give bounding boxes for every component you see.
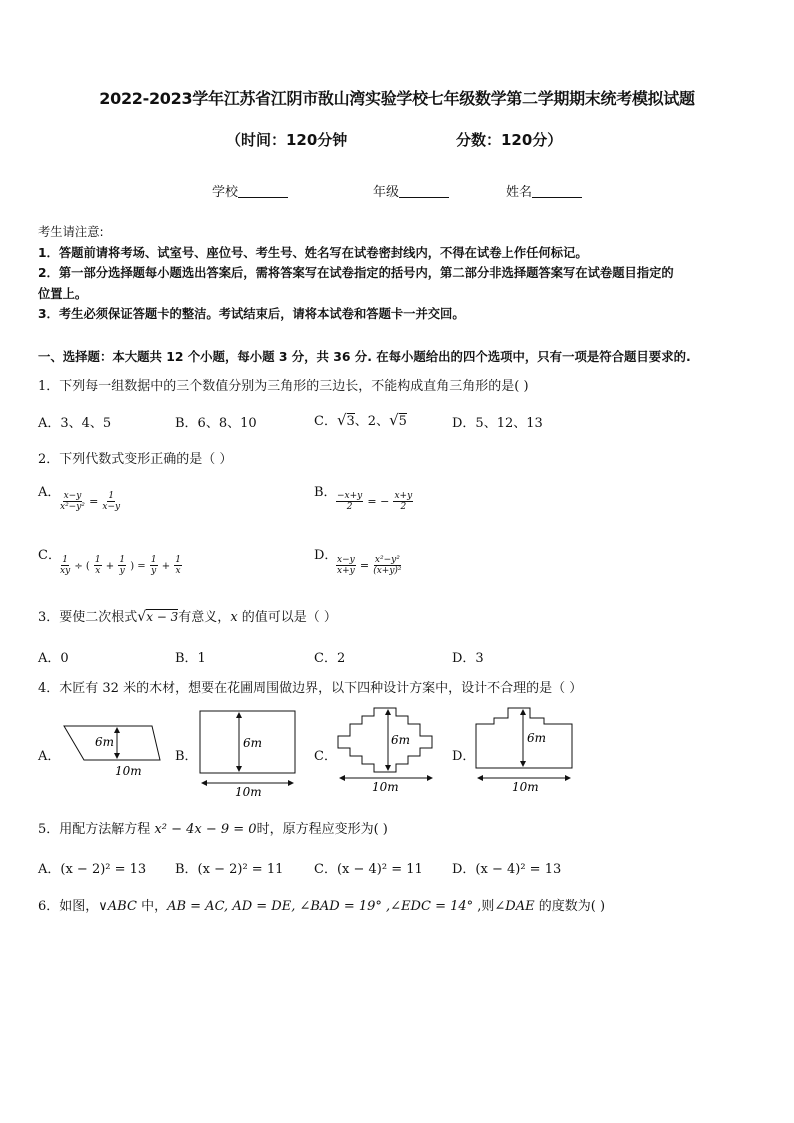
q2-d-den1: x+y — [337, 566, 355, 576]
q2-d-num1: x−y — [337, 555, 355, 565]
question-1-stem: 1．下列每一组数据中的三个数值分别为三角形的三边长，不能构成直角三角形的是( ) — [38, 379, 529, 394]
q2-option-b-label: B． — [314, 485, 337, 500]
q5-option-a: A．(x − 2)² = 13 — [38, 862, 147, 877]
q6-target: ∠DAE — [494, 899, 535, 914]
q2-option-a — [60, 491, 120, 512]
q3-option-c: C．2 — [314, 651, 346, 666]
q2-d-den2: (x+y)² — [373, 566, 402, 576]
q3-option-a: A．0 — [38, 651, 69, 666]
q4-figure-b — [197, 705, 301, 800]
q2-b-den2: 2 — [400, 502, 407, 512]
q2-a-den1: x²−y² — [60, 502, 85, 512]
q3-option-b: B．1 — [175, 651, 206, 666]
height-label: 6m — [391, 733, 411, 747]
q3-stem-pre: 3．要使二次根式 — [38, 610, 138, 625]
arrow-head-right — [288, 780, 294, 786]
question-3-stem: 3．要使二次根式√x − 3有意义，x 的值可以是（ ） — [38, 609, 337, 625]
arrow-head-down — [236, 766, 242, 772]
q2-option-c-label: C． — [38, 548, 61, 563]
q2-d-num2: x²−y² — [374, 555, 400, 565]
width-label: 10m — [372, 780, 399, 794]
grade-label: 年级 — [373, 185, 400, 200]
q2-d-eq: = — [359, 559, 370, 572]
q1-c-sep: 、2、 — [354, 414, 390, 429]
q1-option-c: C．√3、2、√5 — [314, 411, 407, 429]
arrow-head-up — [520, 709, 526, 715]
q2-b-num1: −x+y — [337, 491, 363, 501]
width-label: 10m — [235, 785, 262, 799]
q2-c-den5: x — [175, 566, 181, 576]
q4-figure-c — [334, 700, 440, 795]
question-2-stem: 2．下列代数式变形正确的是（ ） — [38, 452, 233, 467]
arrow-head-down — [114, 753, 120, 759]
notice-item: 1．答题前请将考场、试室号、座位号、考生号、姓名写在试卷密封线内，不得在试卷上作任何标记。 — [38, 245, 588, 260]
q6-post: ,则 — [473, 899, 495, 914]
grade-blank — [399, 184, 449, 198]
q4-option-d-label: D． — [452, 749, 476, 764]
q5-option-d: D．(x − 4)² = 13 — [452, 862, 562, 877]
question-5-stem — [38, 818, 388, 837]
q2-b-num2: x+y — [394, 491, 413, 501]
q2-a-num2: 1 — [108, 491, 115, 501]
exam-time: （时间：120分钟 — [226, 131, 348, 149]
q4-figure-d — [472, 700, 578, 795]
arrow-head-down — [385, 765, 391, 771]
name-field — [506, 181, 582, 200]
q6-mid: 中， — [136, 899, 168, 914]
q3-stem-post: 有意义， — [178, 610, 231, 625]
question-4-stem: 4．木匠有 32 米的木材，想要在花圃周围做边界，以下四种设计方案中，设计不合理的是（ ） — [38, 681, 583, 696]
width-label: 10m — [115, 764, 142, 778]
q1-option-b: B．6、8、10 — [175, 416, 257, 431]
height-label: 6m — [527, 731, 547, 745]
q2-option-c — [60, 555, 182, 576]
school-label: 学校 — [212, 185, 239, 200]
exam-score: 分数：120分） — [456, 131, 563, 149]
q1-c-label: C． — [314, 414, 337, 429]
height-label: 6m — [95, 735, 115, 749]
q2-a-eq: = — [89, 495, 99, 508]
arrow-head-right — [565, 775, 571, 781]
arrow-head-down — [520, 761, 526, 767]
q3-var: x — [230, 610, 238, 625]
q4-option-a-label: A． — [38, 749, 61, 764]
name-blank — [532, 184, 582, 198]
q3-radicand: x − 3 — [146, 610, 179, 624]
q2-c-num2: 1 — [94, 555, 101, 565]
q2-c-num3: 1 — [119, 555, 126, 565]
q6-stem-pre: 6．如图， — [38, 899, 99, 914]
q5-stem-post: 时，原方程应变形为( ) — [256, 822, 388, 837]
q2-c-div: ÷ ( — [74, 561, 90, 572]
school-blank — [238, 184, 288, 198]
q1-option-a: A．3、4、5 — [38, 416, 112, 431]
arrow-head-right — [427, 775, 433, 781]
arrow-head-up — [236, 712, 242, 718]
q2-a-den2: x−y — [102, 502, 121, 512]
q3-stem-end: 的值可以是（ ） — [237, 610, 337, 625]
arrow-head-left — [339, 775, 345, 781]
q2-c-plus: + — [105, 561, 115, 572]
notice-item: 位置上。 — [38, 286, 88, 301]
question-6-stem — [38, 895, 605, 914]
q4-figure-a — [60, 718, 170, 780]
q5-option-c: C．(x − 4)² = 11 — [314, 862, 423, 877]
height-label: 6m — [243, 736, 263, 750]
name-label: 姓名 — [506, 185, 533, 200]
school-field — [212, 181, 288, 200]
q4-option-b-label: B． — [175, 749, 198, 764]
notice-heading: 考生请注意: — [38, 225, 104, 239]
q1-c-root1: 3 — [346, 414, 355, 429]
notice-item: 2．第一部分选择题每小题选出答案后，需将答案写在试卷指定的括号内，第二部分非选择题答案写在试卷题目指定的 — [38, 266, 674, 280]
q2-c-num1: 1 — [62, 555, 68, 565]
q3-option-d: D．3 — [452, 651, 484, 666]
q2-c-plus2: + — [161, 561, 171, 572]
q6-end: 的度数为( ) — [534, 899, 606, 914]
q2-option-d-label: D． — [314, 548, 338, 563]
q5-equation: x² − 4x − 9 = 0 — [154, 822, 257, 837]
q6-triangle: ∨ABC — [98, 899, 137, 914]
q2-option-b — [336, 491, 413, 512]
q2-c-den4: y — [151, 566, 157, 576]
q2-c-den2: x — [95, 566, 101, 576]
q2-b-den1: 2 — [346, 502, 353, 512]
section-heading: 一、选择题：本大题共 12 个小题，每小题 3 分，共 36 分. 在每小题给出的四个选项中，只有一项是符合题目要求的. — [38, 349, 691, 364]
notice-item: 3．考生必须保证答题卡的整洁。考试结束后，请将本试卷和答题卡一并交回。 — [38, 307, 465, 321]
q5-stem-pre: 5．用配方法解方程 — [38, 822, 151, 837]
q1-c-root2: 5 — [398, 414, 407, 429]
q2-c-den3: y — [119, 566, 125, 576]
stepped-shape — [338, 708, 432, 772]
q2-c-num4: 1 — [150, 555, 157, 565]
q4-option-c-label: C． — [314, 749, 337, 764]
notice-block — [38, 222, 760, 325]
q2-c-den1: xy — [60, 566, 71, 576]
q2-c-close: ) = — [130, 561, 146, 572]
q2-option-d — [336, 555, 402, 576]
q2-b-eq: = − — [367, 495, 390, 508]
q2-c-num5: 1 — [175, 555, 181, 565]
q2-option-a-label: A． — [38, 485, 61, 500]
arrow-head-up — [385, 709, 391, 715]
q5-option-b: B．(x − 2)² = 11 — [175, 862, 284, 877]
arrow-head-up — [114, 727, 120, 733]
grade-field — [373, 181, 449, 200]
q1-option-d: D．5、12、13 — [452, 416, 543, 431]
arrow-head-left — [477, 775, 483, 781]
q2-a-num1: x−y — [63, 491, 82, 501]
width-label: 10m — [512, 780, 539, 794]
arrow-head-left — [201, 780, 207, 786]
stepped-rectangle-shape — [476, 708, 572, 768]
exam-title: 2022-2023学年江苏省江阴市敔山湾实验学校七年级数学第二学期期末统考模拟试题 — [99, 89, 695, 108]
q6-condition: AB = AC, AD = DE, ∠BAD = 19° ,∠EDC = 14° — [167, 899, 474, 914]
